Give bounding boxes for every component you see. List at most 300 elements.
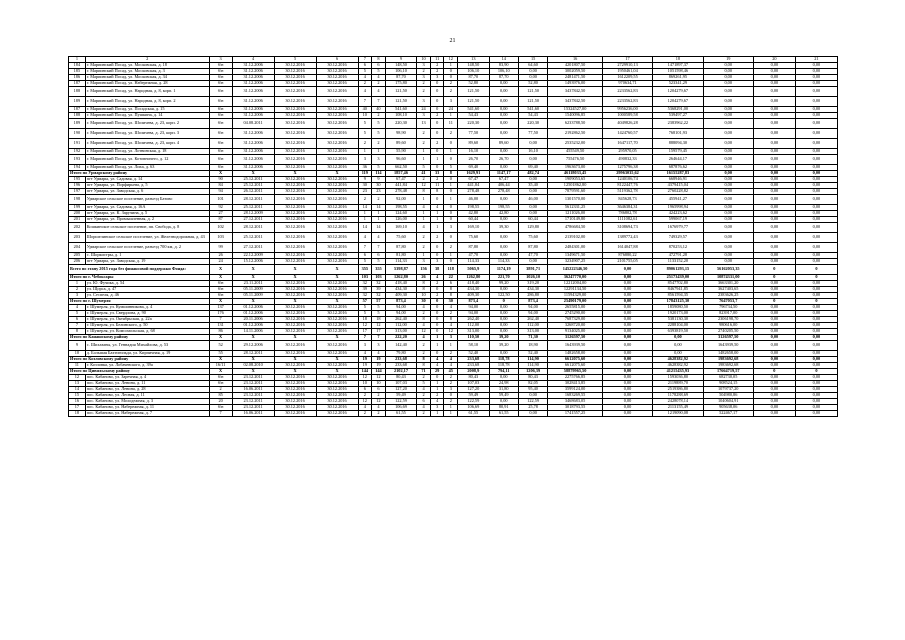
table-cell: 30.12.2016 xyxy=(316,329,358,335)
table-cell: 1 xyxy=(430,387,444,393)
grand-total-row xyxy=(69,265,838,275)
table-cell: 0,00 xyxy=(795,387,837,393)
table-cell: б/н xyxy=(209,381,232,387)
table-cell: 0,00 xyxy=(602,317,652,323)
table-cell: 6393819,50 xyxy=(653,329,703,335)
table-cell: 2 xyxy=(417,177,431,183)
table-cell: 11 xyxy=(430,183,444,189)
table-cell: 118,78 xyxy=(489,357,518,363)
table-cell: 19 xyxy=(703,57,753,63)
table-cell: 6 xyxy=(372,387,386,393)
table-cell: 31.12.2006 xyxy=(232,139,274,149)
table-cell: 54,43 xyxy=(458,113,489,119)
table-cell: 1 xyxy=(430,411,444,417)
table-cell: 0,00 xyxy=(602,357,652,363)
page-number: 21 xyxy=(449,38,456,44)
table-cell: 203 xyxy=(69,233,86,243)
table-cell: пгт Урмары, ул. Садовая, д. 16А xyxy=(85,205,209,211)
table-cell: 0,00 xyxy=(795,305,837,311)
table-cell: 7687329,00 xyxy=(548,317,603,323)
table-cell: 0 xyxy=(489,299,518,305)
table-cell: 0,00 xyxy=(703,183,753,189)
table-cell: 1963673,00 xyxy=(548,165,603,171)
table-cell: 7 xyxy=(372,335,386,341)
table-cell: 19 xyxy=(358,363,372,369)
table-cell: 2102,17 xyxy=(385,369,416,375)
table-cell: 1240106,74 xyxy=(602,177,652,183)
table-cell: 0 xyxy=(430,81,444,87)
table-cell: 0,00 xyxy=(753,375,795,381)
table-cell: 45 xyxy=(444,369,458,375)
table-cell: 6 xyxy=(444,281,458,287)
table-cell: 20.11.2006 xyxy=(232,317,274,323)
table-cell: 0,00 xyxy=(703,63,753,69)
table-cell: 17 xyxy=(69,405,86,411)
table-cell: 42,80 xyxy=(458,211,489,217)
table-cell: 0,00 xyxy=(602,387,652,393)
table-cell: 57 xyxy=(372,299,386,305)
table-cell: 0,00 xyxy=(795,119,837,129)
table-cell: 14 xyxy=(358,205,372,211)
table-cell: 0,00 xyxy=(703,177,753,183)
table-cell: 1040604,91 xyxy=(703,399,753,405)
table-cell: 0,00 xyxy=(753,363,795,369)
table-cell: 41215435,93 xyxy=(653,369,703,375)
table-cell: 2535232,00 xyxy=(548,139,603,149)
table-cell: 10 xyxy=(417,293,431,299)
table-cell: 31.12.2006 xyxy=(232,165,274,171)
table-cell: 1 xyxy=(444,253,458,259)
table-cell: 3 xyxy=(444,97,458,107)
table-cell: 0,00 xyxy=(795,393,837,399)
table-cell: 2 xyxy=(430,281,444,287)
table-cell: 4 xyxy=(417,305,431,311)
table-cell: 30.12.2016 xyxy=(316,211,358,217)
table-cell: 0,00 xyxy=(795,195,837,205)
table-cell: 3599124,00 xyxy=(548,387,603,393)
table-cell: 126,00 xyxy=(385,217,416,223)
table-cell: 873,4 xyxy=(385,299,416,305)
table-cell: 262,40 xyxy=(385,317,416,323)
table-cell: 13 xyxy=(417,119,431,129)
table-cell: 233,68 xyxy=(458,357,489,363)
table-cell: 16 xyxy=(548,57,603,63)
table-cell: 16/11 xyxy=(209,363,232,369)
table-cell: 0 xyxy=(430,149,444,155)
table-cell: 1493976,00 xyxy=(548,81,603,87)
table-cell: 89,60 xyxy=(489,139,518,149)
table-cell: 121,50 xyxy=(518,87,547,97)
table-cell: 67,47 xyxy=(458,177,489,183)
table-cell: 12 xyxy=(444,329,458,335)
table-cell: 61,55 xyxy=(385,411,416,417)
table-cell: 17843125,30 xyxy=(653,299,703,305)
table-cell: 92,00 xyxy=(385,195,416,205)
table-cell: 888094,30 xyxy=(653,139,703,149)
table-cell: X xyxy=(316,369,358,375)
table-cell: X xyxy=(274,335,316,341)
table-cell: 4 xyxy=(232,57,274,63)
table-cell: 0,00 xyxy=(602,363,652,369)
table-cell: 23.12.2011 xyxy=(232,405,274,411)
table-cell: 15324527,00 xyxy=(548,107,603,113)
table-cell: 0 xyxy=(753,275,795,281)
table-cell: 0,00 xyxy=(795,165,837,171)
table-cell: 30.12.2016 xyxy=(274,87,316,97)
table-cell: 0,00 xyxy=(489,217,518,223)
table-cell: 103 xyxy=(358,275,372,281)
table-cell: 7 xyxy=(372,97,386,107)
table-cell: 30.12.2016 xyxy=(316,217,358,223)
table-cell: 434,30 xyxy=(518,287,547,293)
table-cell: 194 xyxy=(69,165,86,171)
table-cell: 504980,86 xyxy=(703,393,753,399)
table-cell: 1950461,04 xyxy=(602,69,652,75)
table-cell: 1178288,69 xyxy=(653,393,703,399)
table-cell: 61,55 xyxy=(489,411,518,417)
table-cell: 264644,17 xyxy=(653,155,703,165)
table-cell: 4 xyxy=(417,335,431,341)
table-cell: 2 xyxy=(417,69,431,75)
table-cell: 3018793,55 xyxy=(548,405,603,411)
table-cell: 3646384,31 xyxy=(602,205,652,211)
table-cell: 1 xyxy=(372,211,386,217)
table-cell: 0,00 xyxy=(753,113,795,119)
table-cell: 1133152,20 xyxy=(653,259,703,265)
table-cell: 31.12.2006 xyxy=(232,63,274,69)
table-cell: 1206,39 xyxy=(518,369,547,375)
table-cell: 56162053,35 xyxy=(703,265,753,275)
table-cell: 121,50 xyxy=(518,97,547,107)
table-cell: 5 xyxy=(417,165,431,171)
table-cell: 0,00 xyxy=(602,329,652,335)
table-cell: 908524,15 xyxy=(703,381,753,387)
table-cell: 2 xyxy=(358,81,372,87)
table-cell: 3 xyxy=(358,341,372,351)
table-cell: 0,00 xyxy=(489,287,518,293)
table-cell: 30.12.2016 xyxy=(274,129,316,139)
table-cell: пос. Кабаново, ул. Набережная, д. 11 xyxy=(85,405,209,411)
table-cell: 286,80 xyxy=(518,293,547,299)
table-cell: 0,00 xyxy=(795,69,837,75)
table-cell: 89,60 xyxy=(458,139,489,149)
table-cell: Итого по г. Чебоксары xyxy=(69,275,210,281)
table-cell: 52,40 xyxy=(518,351,547,357)
table-cell: 197 xyxy=(69,189,86,195)
table-cell: 0,00 xyxy=(753,281,795,287)
table-cell: 2008,9 xyxy=(458,369,489,375)
table-cell: 0,00 xyxy=(602,411,652,417)
table-cell: 33 xyxy=(430,171,444,177)
table-cell: г. Мариинский Посад, ул. Посадская, д. 15 xyxy=(85,107,209,113)
table-cell: 192 xyxy=(69,149,86,155)
table-cell: 1 xyxy=(430,211,444,217)
table-cell: 0 xyxy=(753,369,795,375)
table-cell: 0,00 xyxy=(489,195,518,205)
table-cell: 6 xyxy=(372,63,386,69)
table-cell: 193 xyxy=(69,155,86,165)
table-cell: 0,00 xyxy=(753,81,795,87)
table-cell: 0 xyxy=(430,129,444,139)
table-cell: 5 xyxy=(417,381,431,387)
table-cell: 2 xyxy=(417,129,431,139)
table-cell: б/н xyxy=(209,281,232,287)
table-cell: 2 xyxy=(444,243,458,253)
table-cell: 1204279,67 xyxy=(653,97,703,107)
table-cell: 490832,33 xyxy=(602,155,652,165)
table-cell: 30.12.2016 xyxy=(316,75,358,81)
table-cell: 19 xyxy=(372,357,386,363)
table-cell: 0,00 xyxy=(703,259,753,265)
table-cell: 1424760,57 xyxy=(602,129,652,139)
table-cell: 3108694,73 xyxy=(602,223,652,233)
table-cell: 16.06.2011 xyxy=(232,387,274,393)
table-cell: 0,00 xyxy=(703,189,753,195)
table-cell: 30.12.2016 xyxy=(274,405,316,411)
table-cell: 455941,27 xyxy=(653,195,703,205)
table-cell: 29 xyxy=(430,369,444,375)
table-cell: 5 xyxy=(358,119,372,129)
table-cell: 3126597,50 xyxy=(703,335,753,341)
table-cell: 18 xyxy=(69,411,86,417)
table-cell: пос. Кабаново, ул. Лесная, д. 11 xyxy=(85,393,209,399)
table-cell: 7879591,60 xyxy=(548,189,603,195)
table-cell: 30.12.2016 xyxy=(274,323,316,329)
table-cell: 30.12.2016 xyxy=(274,211,316,217)
table-cell: 106,10 xyxy=(385,69,416,75)
table-cell: 7 xyxy=(358,57,372,63)
table-cell: 202 xyxy=(69,223,86,233)
table-cell: 187 xyxy=(69,107,86,113)
table-cell: 541,60 xyxy=(458,107,489,113)
table-cell: 103 xyxy=(209,233,232,243)
table-cell: 79,80 xyxy=(385,351,416,357)
table-cell: 106,69 xyxy=(385,405,416,411)
table-cell: 9 xyxy=(385,57,416,63)
table-cell: 4 xyxy=(372,75,386,81)
table-cell: 114,90 xyxy=(518,363,547,369)
table-cell: 206 xyxy=(69,259,86,265)
table-cell: X xyxy=(232,265,274,275)
table-cell: 0,00 xyxy=(753,183,795,189)
table-cell: 2 xyxy=(372,393,386,399)
table-cell: пгт Урмары, ул. Садовая, д. 14 xyxy=(85,177,209,183)
table-cell: 107,03 xyxy=(385,381,416,387)
table-cell: 0,00 xyxy=(489,305,518,311)
table-cell: 75,60 xyxy=(458,233,489,243)
table-cell: г. Мариинский Посад, ул. Народная, д. 8, корп. 2 xyxy=(85,97,209,107)
table-cell: 4049826,28 xyxy=(602,119,652,129)
table-cell: 0,00 xyxy=(795,171,837,177)
table-cell: X xyxy=(316,265,358,275)
table-cell: 8 xyxy=(417,317,431,323)
table-cell: 6 xyxy=(69,317,86,323)
table-cell: 2 xyxy=(417,87,431,97)
table-cell: 3437842,50 xyxy=(548,97,603,107)
table-cell: 30.12.2016 xyxy=(316,155,358,165)
table-cell: 406,44 xyxy=(489,183,518,189)
table-cell: 30.12.2016 xyxy=(274,217,316,223)
table-cell: 2 xyxy=(444,351,458,357)
table-cell: 0,00 xyxy=(795,311,837,317)
table-cell: 749329,57 xyxy=(653,233,703,243)
table-cell: 220,30 xyxy=(458,119,489,129)
table-cell: 14 xyxy=(372,205,386,211)
table-cell: 16 xyxy=(69,399,86,405)
table-cell: X xyxy=(209,299,232,305)
table-cell: 40 xyxy=(372,107,386,113)
table-cell: 198,55 xyxy=(489,205,518,211)
table-cell: 768101,93 xyxy=(653,129,703,139)
table-cell: 0,00 xyxy=(518,75,547,81)
table-cell: 25.12.2011 xyxy=(232,205,274,211)
table-cell: 2 xyxy=(69,287,86,293)
table-cell: 83,90 xyxy=(489,63,518,69)
table-cell: 30.12.2016 xyxy=(274,293,316,299)
table-cell: 54,43 xyxy=(518,113,547,119)
table-cell: 6233788,50 xyxy=(548,119,603,129)
table-cell: 201 xyxy=(69,217,86,223)
table-cell: 0,00 xyxy=(753,223,795,233)
table-cell: 8 xyxy=(444,171,458,177)
table-cell: 14.11.2006 xyxy=(232,329,274,335)
table-cell: 94,00 xyxy=(458,305,489,311)
table-cell: 0 xyxy=(444,69,458,75)
table-cell: 4 xyxy=(417,205,431,211)
table-cell: 4 xyxy=(444,357,458,363)
table-cell: 1676979,77 xyxy=(653,223,703,233)
table-cell: 46,00 xyxy=(518,195,547,205)
table-cell: 24,98 xyxy=(489,381,518,387)
table-cell: 1741557,25 xyxy=(548,411,603,417)
table-cell: 5 xyxy=(358,259,372,265)
table-cell: 845628,73 xyxy=(602,195,652,205)
table-cell: 1593036,80 xyxy=(653,375,703,381)
table-cell: X xyxy=(232,357,274,363)
table-cell: 30.12.2016 xyxy=(316,317,358,323)
table-cell: 0,00 xyxy=(653,335,703,341)
table-cell: 9 xyxy=(372,177,386,183)
table-cell: 418,40 xyxy=(458,281,489,287)
table-cell: 5 xyxy=(372,259,386,265)
table-cell: X xyxy=(274,357,316,363)
table-cell: 26,70 xyxy=(458,155,489,165)
table-cell: 22.12.2009 xyxy=(232,253,274,259)
table-cell: 3234907,25 xyxy=(548,259,603,265)
table-cell: 122,59 xyxy=(518,399,547,405)
table-cell: 39,30 xyxy=(489,223,518,233)
table-cell: 129,80 xyxy=(518,223,547,233)
table-cell: 22 xyxy=(444,275,458,281)
table-cell: 7 xyxy=(69,323,86,329)
table-cell: 1000589,58 xyxy=(602,113,652,119)
table-cell: 4 xyxy=(430,363,444,369)
table-cell: 0 xyxy=(444,217,458,223)
table-cell: 30.12.2016 xyxy=(316,381,358,387)
table-cell: 12501862,80 xyxy=(548,183,603,189)
table-cell: Итого по г. Шумерля xyxy=(69,299,210,305)
table-cell: 0,00 xyxy=(703,129,753,139)
table-cell: 0,00 xyxy=(489,165,518,171)
table-cell: 2 xyxy=(417,393,431,399)
table-cell: 121,50 xyxy=(458,97,489,107)
table-cell: 0 xyxy=(430,375,444,381)
table-cell: 1612209,55 xyxy=(602,75,652,81)
table-cell: 434,30 xyxy=(385,287,416,293)
table-cell: 8 xyxy=(417,281,431,287)
table-cell: 01.12.2006 xyxy=(232,323,274,329)
table-cell: 23.12.2011 xyxy=(232,393,274,399)
table-cell: 0,00 xyxy=(703,107,753,113)
table-cell: 16,10 xyxy=(518,149,547,155)
table-cell: 137 xyxy=(209,305,232,311)
table-cell: 4 xyxy=(417,387,431,393)
table-cell: 5368291,00 xyxy=(653,107,703,113)
table-cell: 2 xyxy=(372,139,386,149)
table-cell: 278,48 xyxy=(489,189,518,195)
table-cell: 67,47 xyxy=(385,177,416,183)
table-cell: 30.12.2016 xyxy=(274,399,316,405)
table-cell: 4 xyxy=(358,233,372,243)
table-cell: 122,59 xyxy=(385,399,416,405)
table-cell: 30.12.2016 xyxy=(274,189,316,195)
table-cell: г. Мариинский Посад, ул. Московская, д. 3 xyxy=(85,69,209,75)
table-cell: 220,30 xyxy=(518,119,547,129)
table-cell: 2655815,00 xyxy=(548,305,603,311)
table-cell: 185 xyxy=(69,69,86,75)
table-cell: 92 xyxy=(209,205,232,211)
table-cell: 9 xyxy=(358,177,372,183)
table-cell: 25490179,00 xyxy=(548,299,603,305)
table-cell: 0 xyxy=(430,253,444,259)
table-cell: X xyxy=(209,275,232,281)
table-row xyxy=(69,243,838,253)
table-cell: 30.12.2016 xyxy=(274,381,316,387)
table-cell: 2 xyxy=(358,139,372,149)
table-cell: 32 xyxy=(372,293,386,299)
table-cell: 1219090,08 xyxy=(653,411,703,417)
table-cell: 148,50 xyxy=(458,63,489,69)
table-cell: 0,00 xyxy=(489,329,518,335)
table-cell: 409,30 xyxy=(385,293,416,299)
table-cell: 0,00 xyxy=(795,183,837,189)
table-cell: 32 xyxy=(358,293,372,299)
table-cell: 20 xyxy=(209,399,232,405)
table-cell: 0 xyxy=(430,351,444,357)
table-cell: 26.12.2011 xyxy=(232,189,274,195)
table-cell: 169,10 xyxy=(458,223,489,233)
table-cell: 1 xyxy=(444,63,458,69)
table-cell: 0,00 xyxy=(602,265,652,275)
table-cell: 0,00 xyxy=(753,75,795,81)
table-cell: 198 xyxy=(69,195,86,205)
table-cell: 42,80 xyxy=(489,211,518,217)
table-cell: 1 xyxy=(430,381,444,387)
table-cell: 3663301,20 xyxy=(703,281,753,287)
table-cell: 35,40 xyxy=(518,183,547,189)
table-cell: 0,00 xyxy=(795,341,837,351)
table-cell: 4201807,50 xyxy=(548,63,603,69)
table-cell: 0,00 xyxy=(489,317,518,323)
table-cell: 31.12.2006 xyxy=(232,87,274,97)
table-cell: 1 xyxy=(417,149,431,155)
table-cell: 75,60 xyxy=(518,233,547,243)
table-cell: 980616,00 xyxy=(703,323,753,329)
table-cell: 0,00 xyxy=(489,149,518,155)
table-cell: 5 xyxy=(444,165,458,171)
table-cell: 2 xyxy=(417,81,431,87)
table-cell: 2 xyxy=(430,113,444,119)
